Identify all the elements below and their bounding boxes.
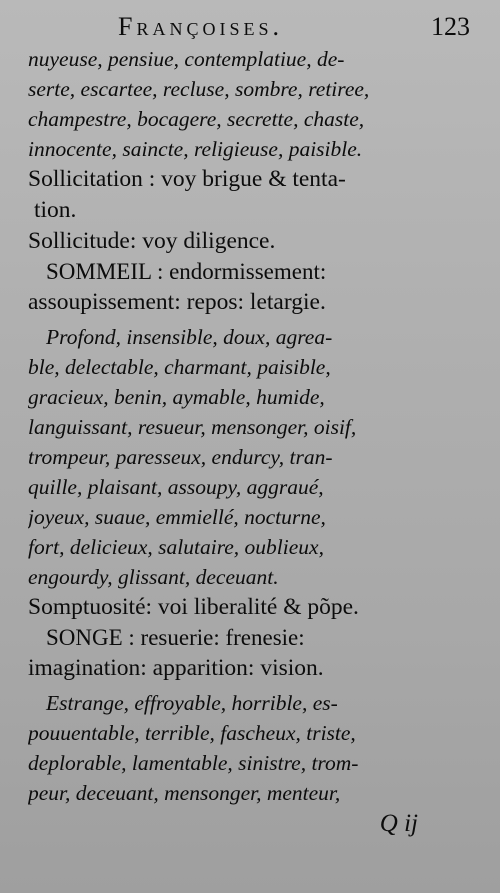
text-line: engourdy, glissant, deceuant. <box>28 565 279 589</box>
text-line: gracieux, benin, aymable, humide, <box>28 385 325 409</box>
text-line: peur, deceuant, mensonger, menteur, <box>28 781 341 805</box>
text-line: quille, plaisant, assoupy, aggraué, <box>28 475 324 499</box>
running-header <box>28 4 474 44</box>
text-line: innocente, saincte, religieuse, paisible. <box>28 137 363 161</box>
text-line: pouuentable, terrible, fascheux, triste, <box>28 721 356 745</box>
text-line: ble, delectable, charmant, paisible, <box>28 355 331 379</box>
text-line: languissant, resueur, mensonger, oisif, <box>28 415 357 439</box>
text-line: joyeux, suaue, emmiellé, nocturne, <box>28 505 326 529</box>
entry-line: assoupissement: repos: letargie. <box>28 289 326 315</box>
headword-line: SONGE : resuerie: frenesie: <box>46 625 305 650</box>
entry-line: Sollicitude: voy diligence. <box>28 228 276 254</box>
text-line: trompeur, paresseux, endurcy, tran- <box>28 445 333 469</box>
signature-text: Q ij <box>379 810 418 837</box>
page-number: 123 <box>431 12 470 41</box>
entry-line: imagination: apparition: vision. <box>28 655 324 681</box>
text-line: serte, escartee, recluse, sombre, retiree, <box>28 77 370 101</box>
text-line: fort, delicieux, salutaire, oublieux, <box>28 535 324 559</box>
page-text-block <box>28 4 474 846</box>
entry-line: Sollicitation : voy brigue & tenta- <box>28 166 346 192</box>
text-line: champestre, bocagere, secrette, chaste, <box>28 107 365 131</box>
entry-line: Somptuosité: voi liberalité & põpe. <box>28 594 359 620</box>
text-line: Profond, insensible, doux, agrea- <box>46 325 333 349</box>
text-line: deplorable, lamentable, sinistre, trom- <box>28 751 359 775</box>
signature-mark <box>28 808 474 846</box>
text-line: Estrange, effroyable, horrible, es- <box>46 691 338 715</box>
entry-line: tion. <box>34 197 77 223</box>
running-title: Françoises. <box>118 12 283 41</box>
headword-line: SOMMEIL : endormissement: <box>46 259 327 284</box>
text-line: nuyeuse, pensiue, contemplatiue, de- <box>28 47 345 71</box>
